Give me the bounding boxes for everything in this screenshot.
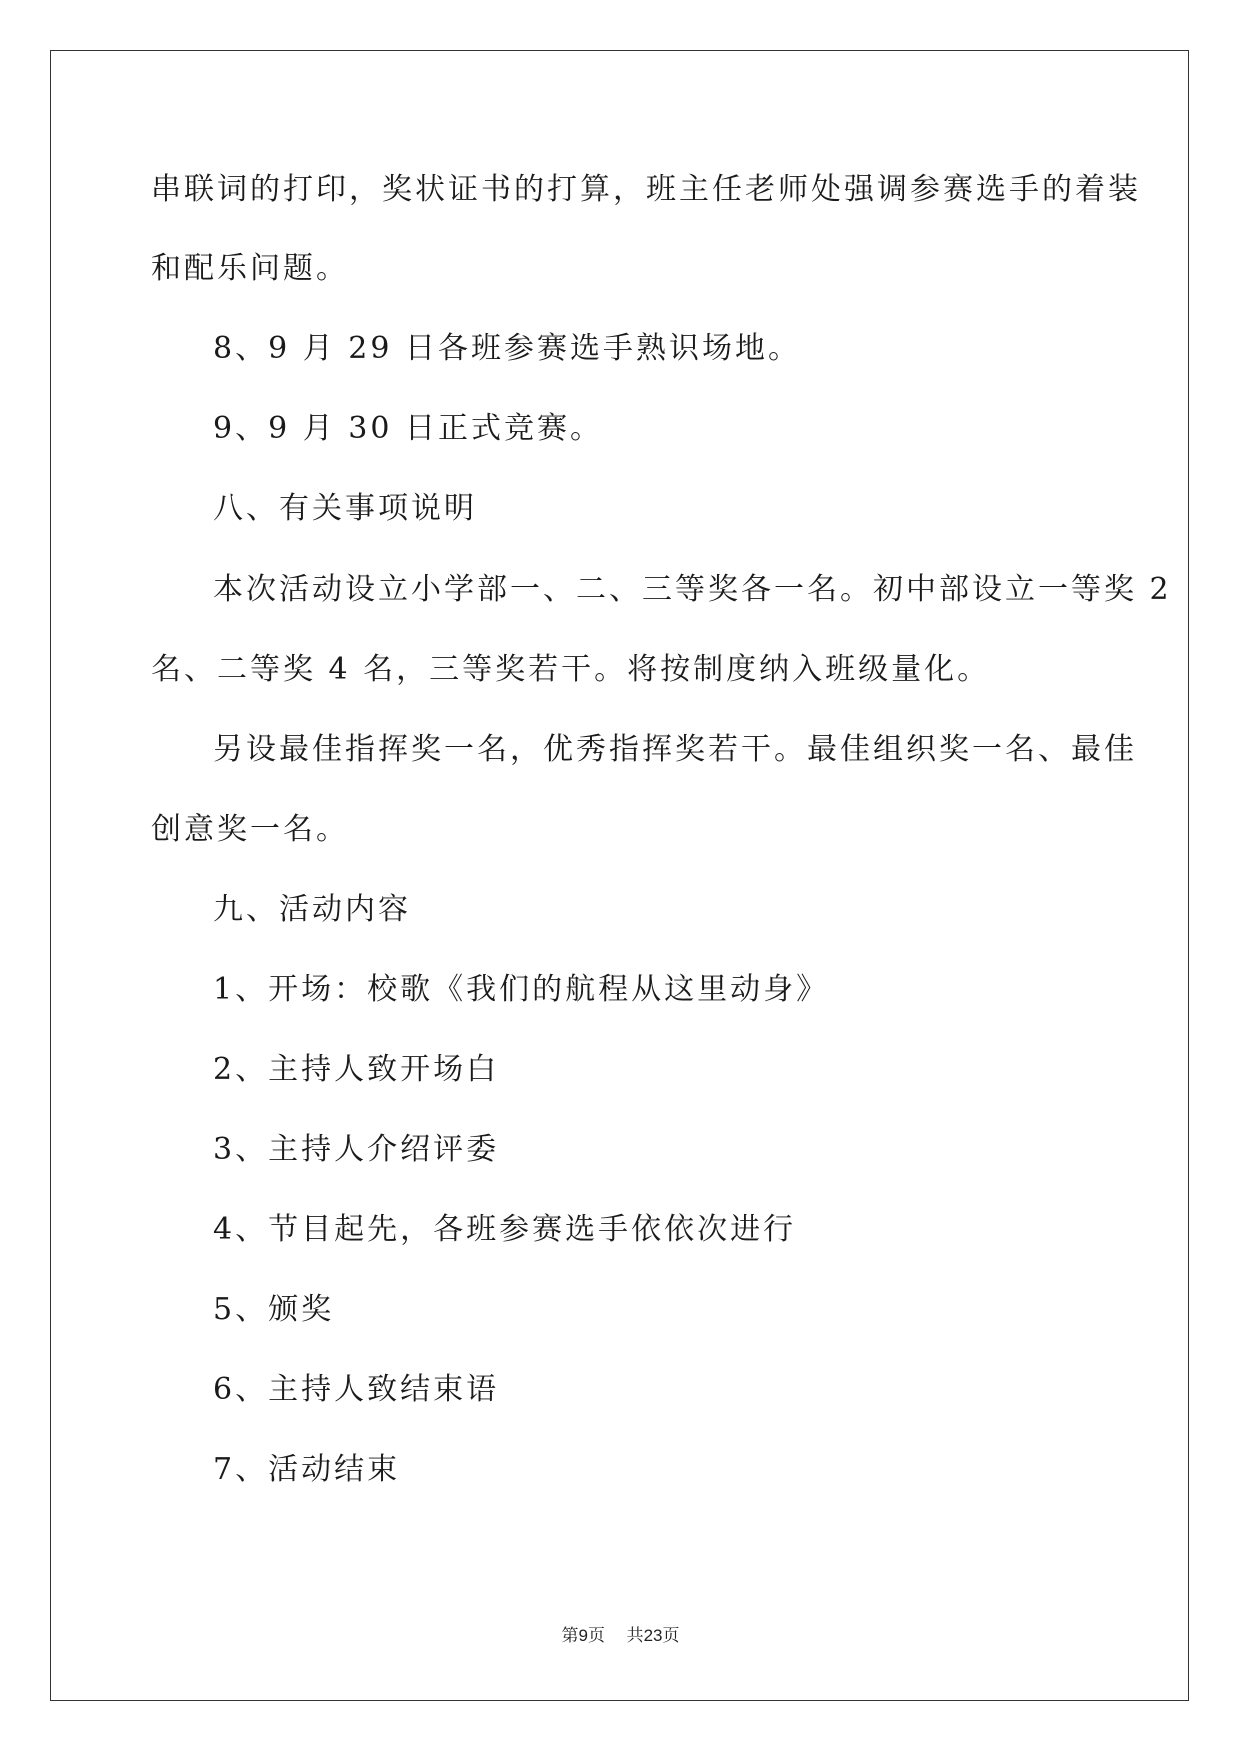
list-item: 2、主持人致开场白 (213, 1052, 500, 1087)
list-item: 3、主持人介绍评委 (213, 1132, 500, 1167)
list-item: 4、节目起先，各班参赛选手依依次进行 (213, 1212, 797, 1247)
page-label-suffix: 页 (587, 1626, 605, 1646)
paragraph-line: 本次活动设立小学部一、二、三等奖各一名。初中部设立一等奖 2 (213, 572, 1172, 607)
paragraph-line: 和配乐问题。 (151, 251, 349, 286)
paragraph-line: 创意奖一名。 (151, 812, 349, 847)
paragraph-line: 串联词的打印，奖状证书的打算，班主任老师处强调参赛选手的着装 (151, 172, 1141, 207)
list-item: 7、活动结束 (213, 1452, 401, 1487)
page-label-prefix: 第 (561, 1626, 579, 1646)
total-label-suffix: 页 (662, 1626, 680, 1646)
list-item: 9、9 月 30 日正式竞赛。 (213, 411, 603, 446)
list-item: 8、9 月 29 日各班参赛选手熟识场地。 (213, 331, 801, 366)
list-item: 6、主持人致结束语 (213, 1372, 500, 1407)
list-item: 5、颁奖 (213, 1292, 335, 1327)
paragraph-line: 名、二等奖 4 名，三等奖若干。将按制度纳入班级量化。 (151, 652, 991, 687)
section-heading: 八、有关事项说明 (213, 491, 477, 526)
page-number: 9 (578, 1626, 588, 1645)
list-item: 1、开场：校歌《我们的航程从这里动身》 (213, 972, 830, 1007)
total-pages: 23 (643, 1626, 663, 1645)
total-label-prefix: 共 (626, 1626, 644, 1646)
section-heading: 九、活动内容 (213, 892, 411, 927)
paragraph-line: 另设最佳指挥奖一名，优秀指挥奖若干。最佳组织奖一名、最佳 (213, 732, 1137, 767)
page-footer (0, 1624, 1241, 1648)
